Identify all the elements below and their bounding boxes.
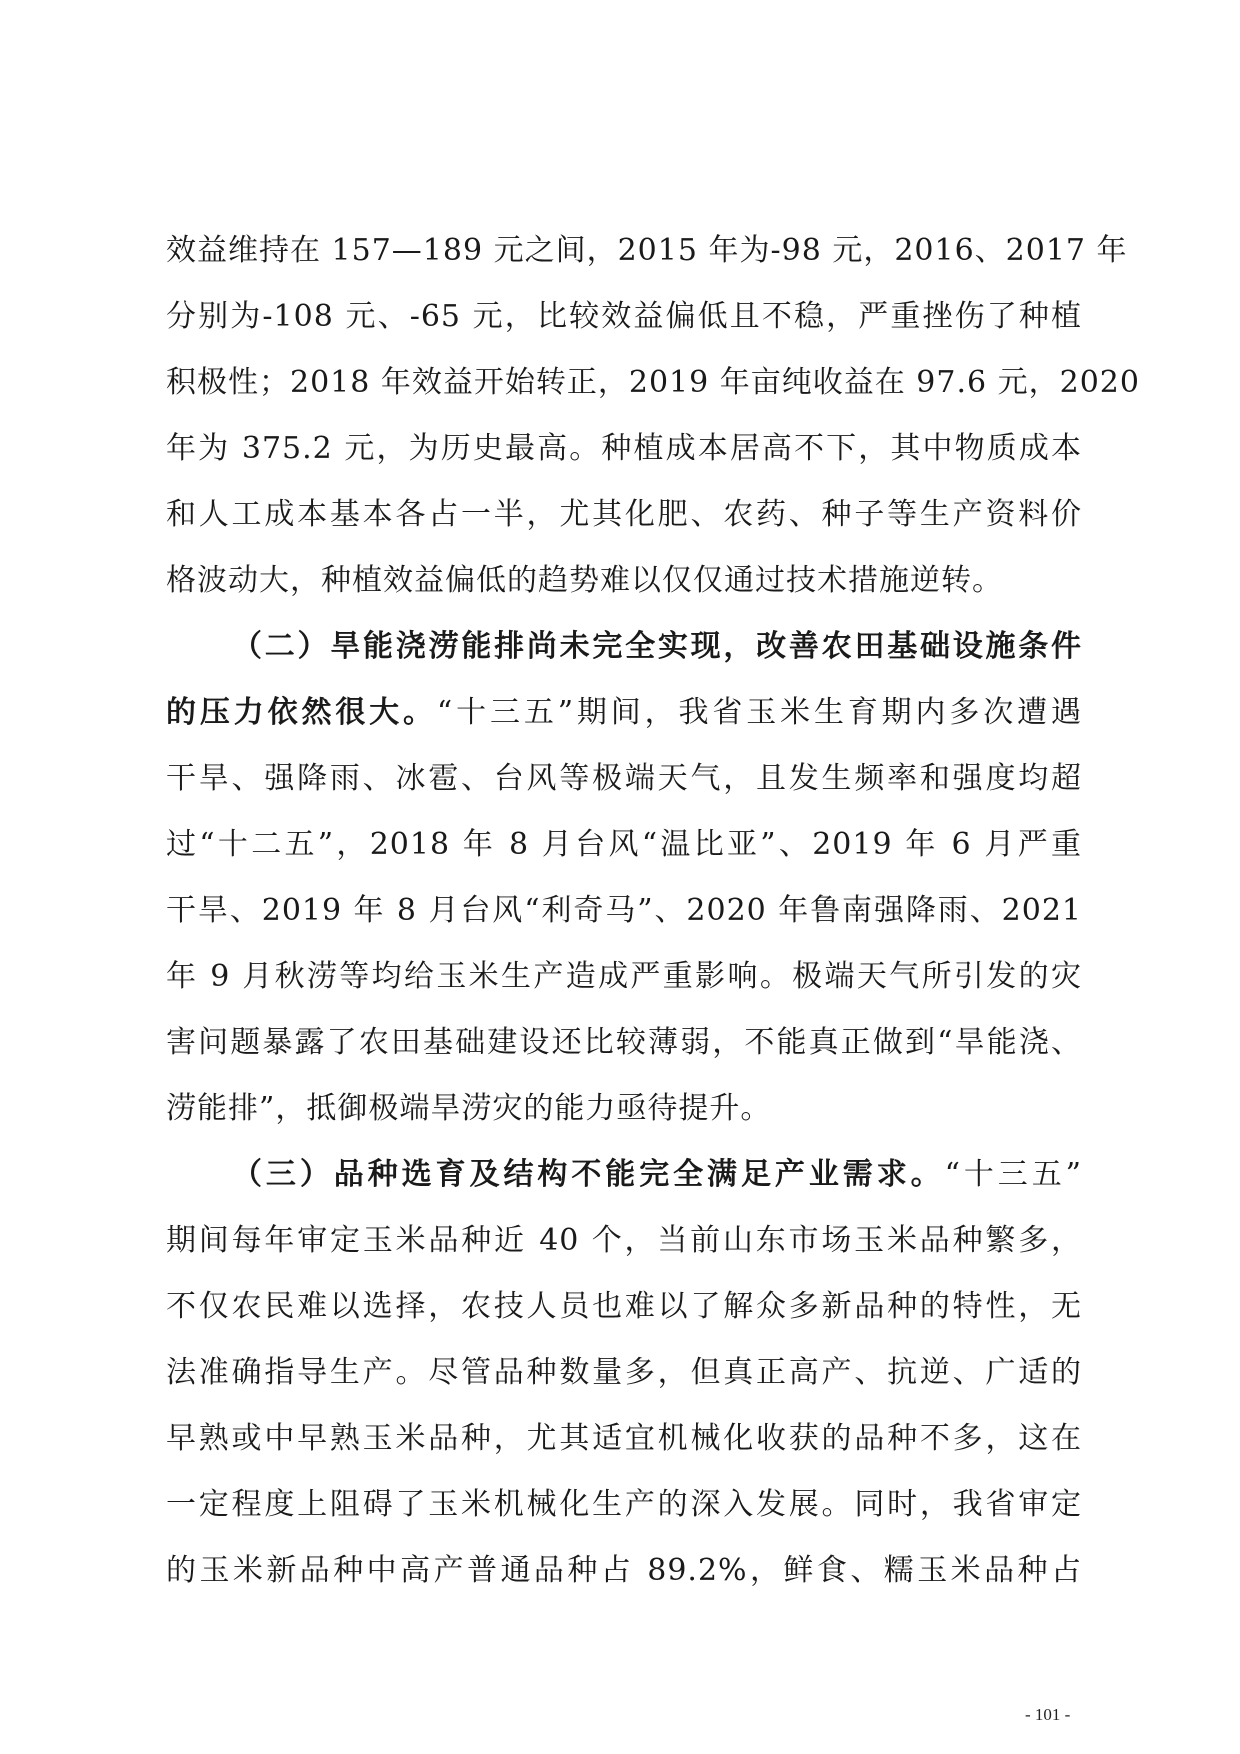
paragraph-line: 过“十二五”，2018 年 8 月台风“温比亚”、2019 年 6 月严重 — [166, 827, 1082, 862]
paragraph-line: 一定程度上阻碍了玉米机械化生产的深入发展。同时，我省审定 — [166, 1487, 1082, 1522]
section-heading-tail: 的压力依然很大。 — [166, 695, 437, 730]
paragraph-line: 害问题暴露了农田基础建设还比较薄弱，不能真正做到“旱能浇、 — [166, 1025, 1082, 1060]
body-text — [166, 218, 1140, 1604]
paragraph-line: 不仅农民难以选择，农技人员也难以了解众多新品种的特性，无 — [166, 1289, 1082, 1324]
section-heading: （三）品种选育及结构不能完全满足产业需求。 — [232, 1157, 945, 1192]
paragraph-line: 涝能排”，抵御极端旱涝灾的能力亟待提升。 — [166, 1091, 772, 1126]
paragraph-line: 期间每年审定玉米品种近 40 个，当前山东市场玉米品种繁多， — [166, 1223, 1082, 1258]
paragraph-line: 年 9 月秋涝等均给玉米生产造成严重影响。极端天气所引发的灾 — [166, 959, 1082, 994]
paragraph-line: 和人工成本基本各占一半，尤其化肥、农药、种子等生产资料价 — [166, 497, 1082, 532]
section-heading-line — [166, 1142, 1082, 1208]
page-number: - 101 - — [1025, 1705, 1071, 1724]
paragraph-line: 效益维持在 157—189 元之间，2015 年为-98 元，2016、2017 年 — [166, 233, 1128, 268]
paragraph-line: 的玉米新品种中高产普通品种占 89.2%，鲜食、糯玉米品种占 — [166, 1553, 1082, 1588]
paragraph-line: 分别为-108 元、-65 元，比较效益偏低且不稳，严重挫伤了种植 — [166, 299, 1082, 334]
paragraph-line: 年为 375.2 元，为历史最高。种植成本居高不下，其中物质成本 — [166, 431, 1082, 466]
paragraph-text: “十三五” — [944, 1157, 1082, 1192]
paragraph-line: 积极性；2018 年效益开始转正，2019 年亩纯收益在 97.6 元，2020 — [166, 365, 1140, 400]
paragraph-line: 干旱、强降雨、冰雹、台风等极端天气，且发生频率和强度均超 — [166, 761, 1082, 796]
section-heading-continuation — [166, 680, 1082, 746]
paragraph-line: 干旱、2019 年 8 月台风“利奇马”、2020 年鲁南强降雨、2021 — [166, 893, 1082, 928]
section-heading: （二）旱能浇涝能排尚未完全实现，改善农田基础设施条件 — [232, 629, 1082, 664]
paragraph-line: 格波动大，种植效益偏低的趋势难以仅仅通过技术措施逆转。 — [166, 563, 1003, 598]
paragraph-text: “十三五”期间，我省玉米生育期内多次遭遇 — [436, 695, 1083, 730]
paragraph-line: 法准确指导生产。尽管品种数量多，但真正高产、抗逆、广适的 — [166, 1355, 1082, 1390]
paragraph-line: 早熟或中早熟玉米品种，尤其适宜机械化收获的品种不多，这在 — [166, 1421, 1082, 1456]
